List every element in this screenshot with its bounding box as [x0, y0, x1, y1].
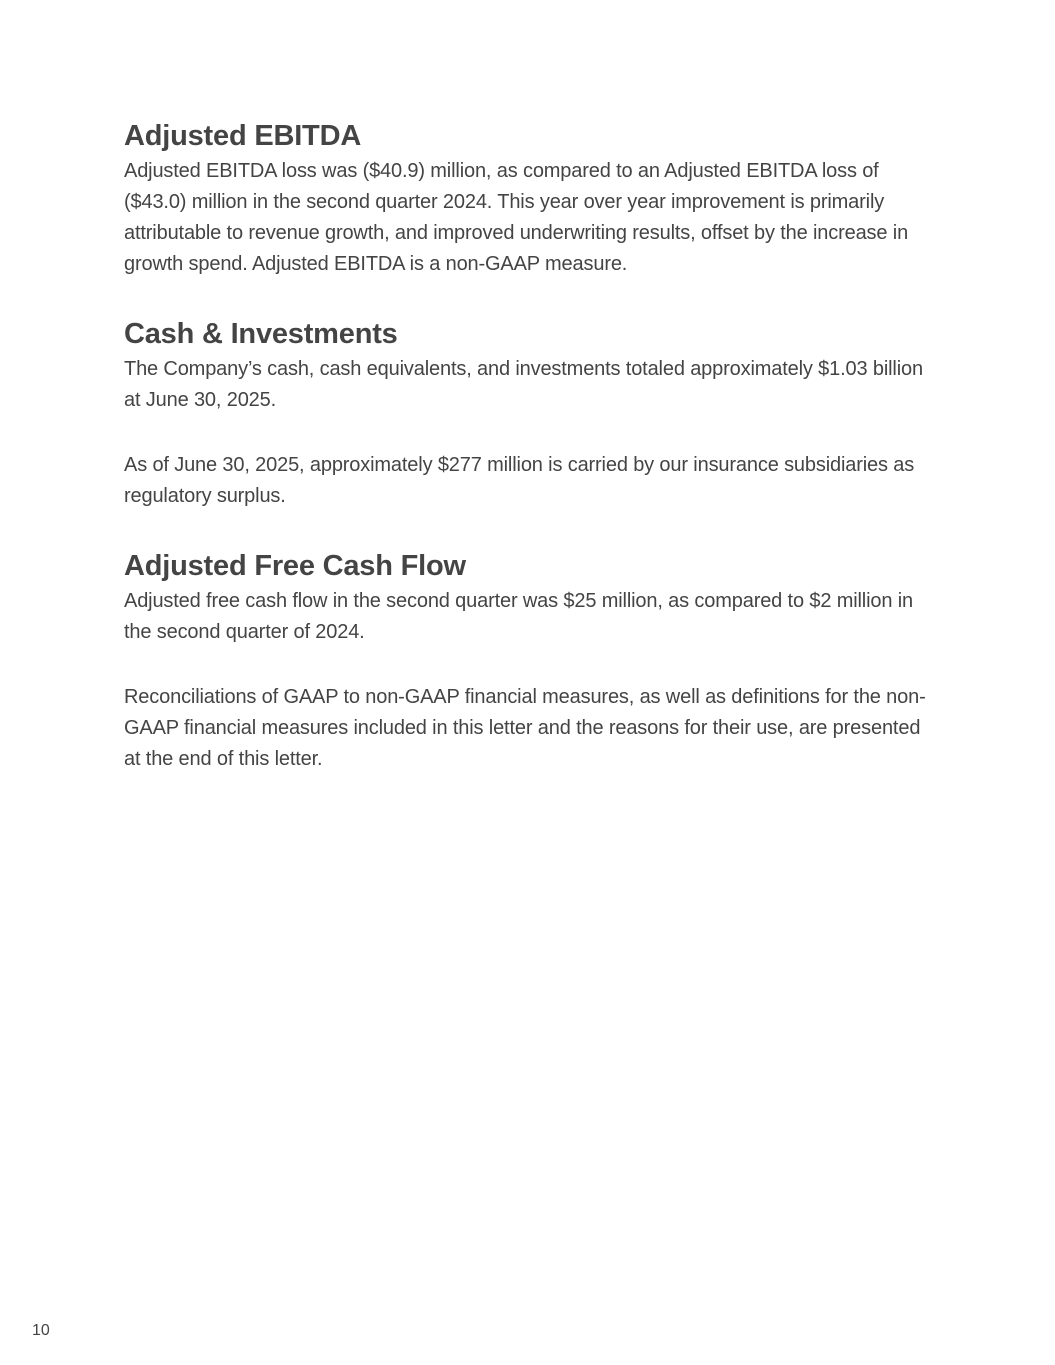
paragraph: Adjusted EBITDA loss was ($40.9) million, as compared to an Adjusted EBITDA loss of ($43.0) million in the second quarter 2024. This year over year improvement is primarily attributable to revenue growth, and improved underwriting results, offset by the increase in growth spend. Adjusted EBITDA is a non-GAAP measure.	[124, 160, 909, 275]
page-number: 10	[32, 1322, 50, 1339]
section-heading: Adjusted Free Cash Flow	[124, 550, 466, 582]
page-content	[124, 116, 939, 775]
paragraph: Adjusted free cash flow in the second quarter was $25 million, as compared to $2 million in the second quarter of 2024.	[124, 590, 913, 643]
section-heading: Adjusted EBITDA	[124, 120, 362, 152]
paragraph: As of June 30, 2025, approximately $277 million is carried by our insurance subsidiaries as regulatory surplus.	[124, 454, 915, 507]
section-adjusted-free-cash-flow	[124, 546, 939, 775]
paragraph: Reconciliations of GAAP to non-GAAP financial measures, as well as definitions for the non-GAAP financial measures included in this letter and the reasons for their use, are presented at the end of this letter.	[124, 686, 926, 770]
section-heading: Cash & Investments	[124, 318, 398, 350]
section-cash-investments	[124, 314, 939, 512]
section-adjusted-ebitda	[124, 116, 939, 280]
paragraph: The Company’s cash, cash equivalents, and investments totaled approximately $1.03 billion at June 30, 2025.	[124, 358, 923, 411]
